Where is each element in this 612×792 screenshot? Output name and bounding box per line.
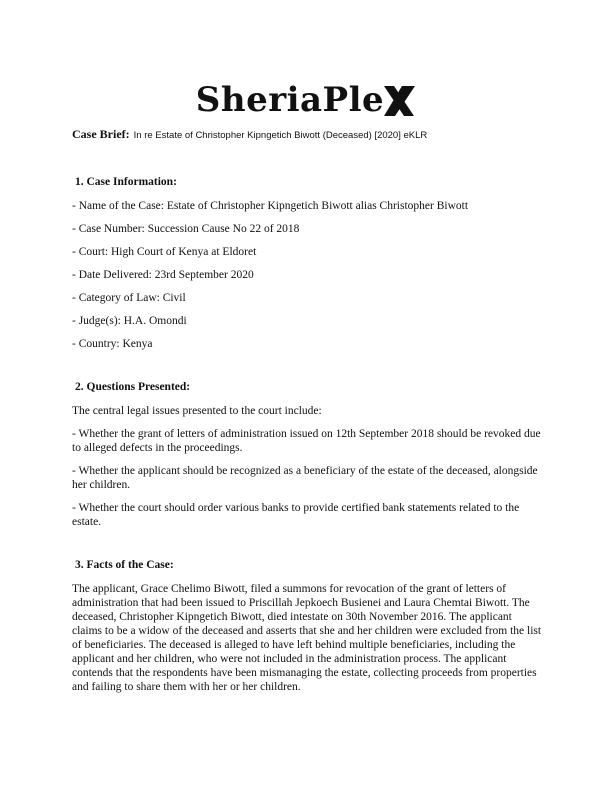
- question-item: - Whether the applicant should be recognized as a beneficiary of the estate of the deceased, alongside her children.: [72, 465, 538, 491]
- section-gap: [72, 538, 542, 558]
- logo-text: SheriaPle: [195, 80, 385, 120]
- case-info-item: - Court: High Court of Kenya at Eldoret: [72, 246, 257, 258]
- logo-x-mark-icon: [382, 83, 416, 119]
- case-info-item: - Country: Kenya: [72, 338, 153, 350]
- case-info-item: - Case Number: Succession Cause No 22 of 2018: [72, 223, 300, 235]
- case-info-item: - Judge(s): H.A. Omondi: [72, 315, 187, 327]
- question-item: - Whether the grant of letters of administration issued on 12th September 2018 should be revoked due to alleged defects in the proceedings.: [72, 428, 541, 454]
- case-information-section: [72, 175, 542, 351]
- questions-heading: 2. Questions Presented:: [75, 381, 191, 393]
- case-info-item: - Category of Law: Civil: [72, 292, 186, 304]
- facts-heading: 3. Facts of the Case:: [75, 559, 174, 571]
- facts-paragraph: The applicant, Grace Chelimo Biwott, filed a summons for revocation of the grant of letters of administration that had been issued to Priscillah Jepkoech Busienei and Laura Chemtai Biwott. The deceased, Christopher Kipngetich Biwott, died intestate on 30th November 2016. The applicant claims to be a widow of the deceased and asserts that she and her children were excluded from the list of beneficiaries. The deceased is alleged to have left behind multiple beneficiaries, including the applicant and her children, who were not included in the administration process. The applicant contends that the respondents have been mismanaging the estate, collecting proceeds from properties and failing to share them with her or her children.: [72, 583, 542, 693]
- case-info-item: - Name of the Case: Estate of Christopher Kipngetich Biwott alias Christopher Biwott: [72, 200, 469, 212]
- questions-section: [72, 380, 542, 529]
- questions-intro: The central legal issues presented to the court include:: [72, 405, 322, 417]
- case-brief-line: [72, 127, 552, 143]
- case-info-item: - Date Delivered: 23rd September 2020: [72, 269, 254, 281]
- case-information-heading: 1. Case Information:: [75, 176, 177, 188]
- sheriaplex-logo: [0, 76, 612, 124]
- case-brief-title: In re Estate of Christopher Kipngetich Biwott (Deceased) [2020] eKLR: [133, 130, 428, 141]
- case-brief-label: Case Brief:: [72, 127, 130, 141]
- logo-wordmark: [196, 81, 416, 119]
- section-gap: [72, 360, 542, 380]
- question-item: - Whether the court should order various banks to provide certified bank statements related to the estate.: [72, 502, 520, 528]
- document-body: [72, 175, 542, 703]
- facts-section: [72, 558, 542, 694]
